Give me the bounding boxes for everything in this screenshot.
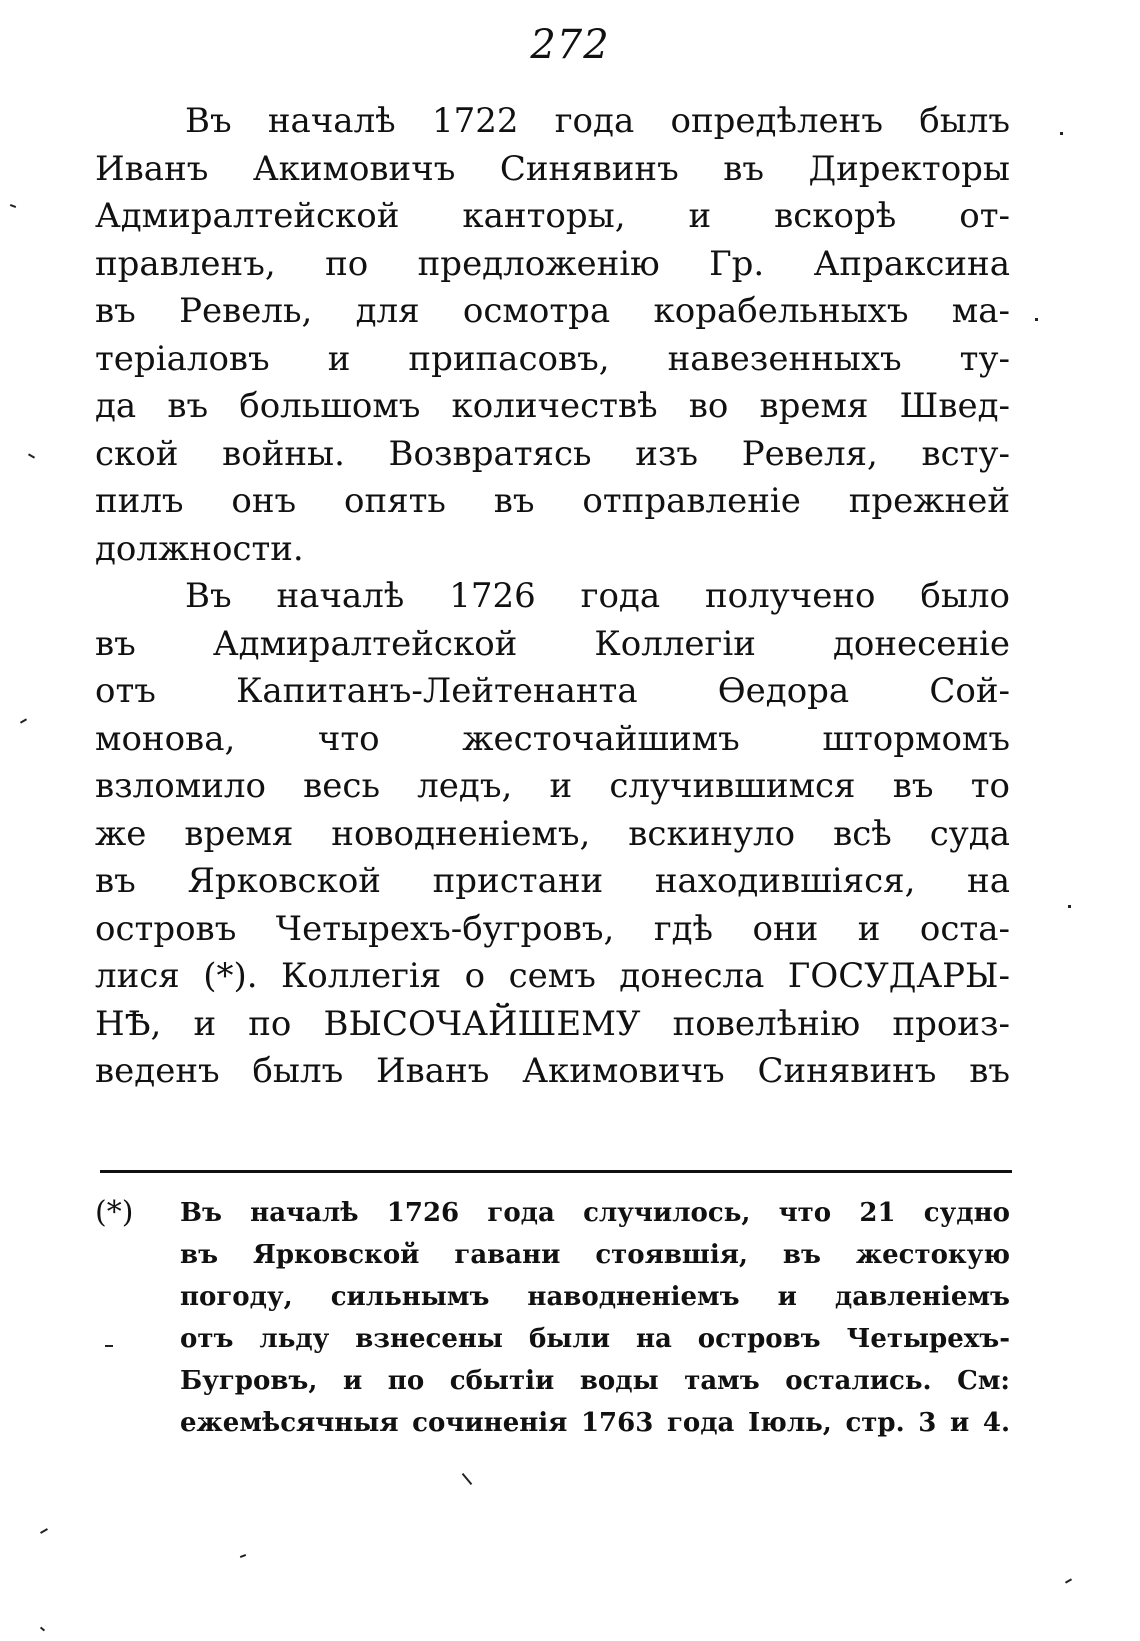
text-line: Иванъ Акимовичъ Синявинъ въ Директоры	[95, 148, 1010, 189]
scan-speck	[1065, 1578, 1072, 1583]
text-line: Въ началѣ 1722 года опредѣленъ былъ	[185, 101, 1010, 141]
paragraph-2	[95, 573, 1010, 1096]
paragraph-1	[95, 98, 1010, 573]
scan-speck	[462, 1473, 473, 1485]
scan-speck	[28, 453, 35, 458]
text-line: взломило весь ледъ, и случившимся въ то	[95, 766, 1010, 806]
footnote-line: ежемѣсячныя сочиненія 1763 года Іюль, стр. 3 и 4.	[180, 1408, 1010, 1438]
text-line: Адмиралтейской канторы, и вскорѣ от-	[95, 196, 1010, 236]
text-line: въ Ярковской пристани находившіяся, на	[95, 861, 1010, 901]
footnote-divider	[100, 1170, 1012, 1173]
text-line: правленъ, по предложенію Гр. Апраксина	[95, 243, 1010, 284]
scan-speck	[40, 1627, 45, 1632]
scan-speck	[10, 204, 16, 208]
text-line: отъ Капитанъ-Лейтенанта Ѳедора Сой-	[95, 671, 1010, 711]
text-line: монова, что жесточайшимъ штормомъ	[95, 718, 1010, 759]
scan-speck	[1060, 132, 1063, 135]
footnote-text	[180, 1192, 1010, 1444]
text-line: въ Адмиралтейской Коллегіи донесеніе	[95, 623, 1010, 664]
text-line: пилъ онъ опять въ отправленіе прежней	[95, 481, 1010, 521]
text-line: должности.	[95, 528, 304, 569]
text-line: да въ большомъ количествѣ во время Швед-	[95, 386, 1010, 426]
text-line: же время новодненіемъ, вскинуло всѣ суда	[95, 813, 1010, 854]
text-line: Въ началѣ 1726 года получено было	[185, 576, 1010, 616]
footnote-line: Въ началѣ 1726 года случилось, что 21 судно	[180, 1198, 1010, 1228]
footnote-line: отъ льду взнесены были на островъ Четырехъ-	[180, 1324, 1010, 1354]
scan-speck	[1068, 905, 1071, 908]
text-line: ской войны. Возвратясь изъ Ревеля, всту-	[95, 433, 1010, 474]
text-line: островъ Четырехъ-бугровъ, гдѣ они и оста-	[95, 908, 1010, 949]
footnote-marker: (*)	[95, 1195, 134, 1230]
scan-speck	[240, 1554, 246, 1558]
text-line: НѢ, и по ВЫСОЧАЙШЕМУ повелѣнію произ-	[95, 1003, 1010, 1044]
scan-speck	[20, 718, 27, 723]
text-line: въ Ревель, для осмотра корабельныхъ ма-	[95, 291, 1010, 331]
scan-speck	[1035, 318, 1038, 321]
footnote-line: въ Ярковской гавани стоявшія, въ жестокую	[180, 1240, 1010, 1270]
text-line: лися (*). Коллегія о семъ донесла ГОСУДАРЫ-	[95, 956, 1010, 996]
text-line: теріаловъ и припасовъ, навезенныхъ ту-	[95, 338, 1010, 379]
scan-speck	[40, 1528, 48, 1534]
scan-speck	[105, 1345, 113, 1347]
footnote-line: Бугровъ, и по сбытіи воды тамъ остались. См:	[180, 1366, 1010, 1396]
page-number: 272	[530, 22, 610, 68]
footnote-line: погоду, сильнымъ наводненіемъ и давленіемъ	[180, 1282, 1010, 1312]
text-line: веденъ былъ Иванъ Акимовичъ Синявинъ въ	[95, 1051, 1010, 1091]
